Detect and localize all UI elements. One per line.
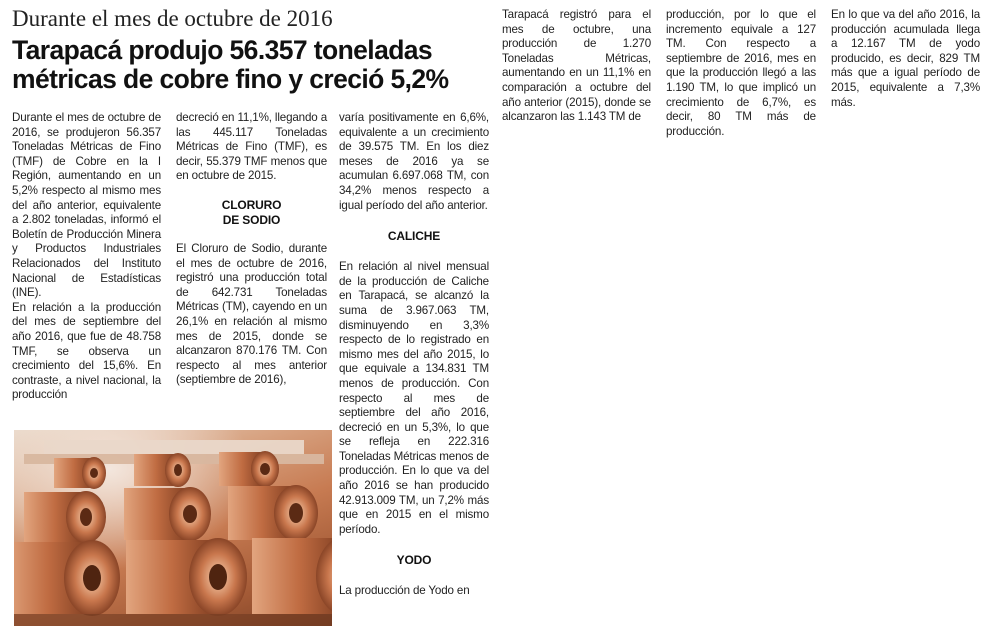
copper-coils-photo bbox=[14, 430, 332, 626]
copper-coils-illustration bbox=[14, 430, 332, 626]
subhead-caliche: CALICHE bbox=[387, 229, 441, 244]
column-5 bbox=[666, 8, 816, 139]
column-4 bbox=[502, 8, 651, 125]
paragraph-yodo: Tarapacá registró para el mes de octubre, una producción de 1.270 Toneladas Métricas, aumentando en un 11,1% en comparación a octubre del año anterior (2015), donde se alcanzaron las 1.143 TM de bbox=[502, 8, 651, 124]
article-headline: Tarapacá produjo 56.357 toneladas métricas de cobre fino y creció 5,2% bbox=[12, 35, 449, 94]
column-1 bbox=[12, 111, 161, 403]
column-2 bbox=[176, 111, 327, 388]
paragraph-yodo-accum: En lo que va del año 2016, la producción acumulada llega a 12.167 TM de yodo producido, es decir, 829 TM más que a igual período de 2015, equivalente a 7,3% más. bbox=[831, 8, 980, 109]
subhead-yodo: YODO bbox=[396, 553, 432, 568]
paragraph-national: decreció en 11,1%, llegando a las 445.117 Toneladas Métricas de Fino (TMF), es decir, 55.379 TMF menos que en octubre de 2015. bbox=[176, 111, 327, 183]
paragraph-cloruro-cont: varía positivamente en 6,6%, equivalente a un crecimiento de 39.575 TM. En los diez meses de 2016 ya se acumulan 6.697.068 TM, con 34,2% menos respecto a igual período del año anterior. bbox=[339, 111, 489, 212]
coil-row-middle bbox=[24, 485, 318, 543]
paragraph-intro: Durante el mes de octubre de 2016, se produjeron 56.357 Toneladas Métricas de Fino (TMF) de Cobre en la I Región, aumentando en un 5,2% respecto al mismo mes del año anterior, equivalente a 2.802 toneladas, informó el Boletín de Producción Minera y Productos Industriales Relacionados del Instituto Nacional de Estadísticas (INE). bbox=[12, 111, 161, 300]
column-6 bbox=[831, 8, 980, 110]
subhead-cloruro: CLORURO DE SODIO bbox=[221, 197, 282, 227]
paragraph-caliche: En relación al nivel mensual de la producción de Caliche en Tarapacá, se alcanzó la suma de 3.967.063 TM, disminuyendo en 3,3% respecto de lo registrado en mismo mes del año 2015, lo que equivale a 134.831 TM menos de producción. Con respecto al mes de septiembre del año 2016, decreció en un 5,3%, lo que se refleja en 222.316 Toneladas Métricas menos de producción. En lo que va del año 2016 se han producido 42.913.009 TM, un 7,2% más que en 2015 en el mismo período. bbox=[339, 260, 489, 536]
paragraph-yodo-cont: producción, por lo que el incremento equivale a 127 TM. Con respecto a septiembre de 2016, mes en que la producción llegó a las 1.190 TM, lo que implicó un crecimiento de 6,7%, es decir, 80 TM más de producción. bbox=[666, 8, 816, 138]
article-kicker: Durante el mes de octubre de 2016 bbox=[12, 6, 333, 31]
paragraph-september: En relación a la producción del mes de septiembre del año 2016, que fue de 48.758 TMF, se observa un crecimiento del 15,6%. En contraste, a nivel nacional, la producción bbox=[12, 300, 161, 402]
paragraph-yodo-start: La producción de Yodo en bbox=[339, 584, 470, 598]
coil-row-front bbox=[14, 536, 332, 616]
paragraph-cloruro: El Cloruro de Sodio, durante el mes de octubre de 2016, registró una producción total de 642.731 Toneladas Métricas (TM), cayendo en un 26,1% en relación al mismo mes de 2015, donde se alcanzaron 870.176 TM. Con respecto al mes anterior (septiembre de 2016), bbox=[176, 241, 327, 387]
column-3 bbox=[339, 111, 489, 599]
